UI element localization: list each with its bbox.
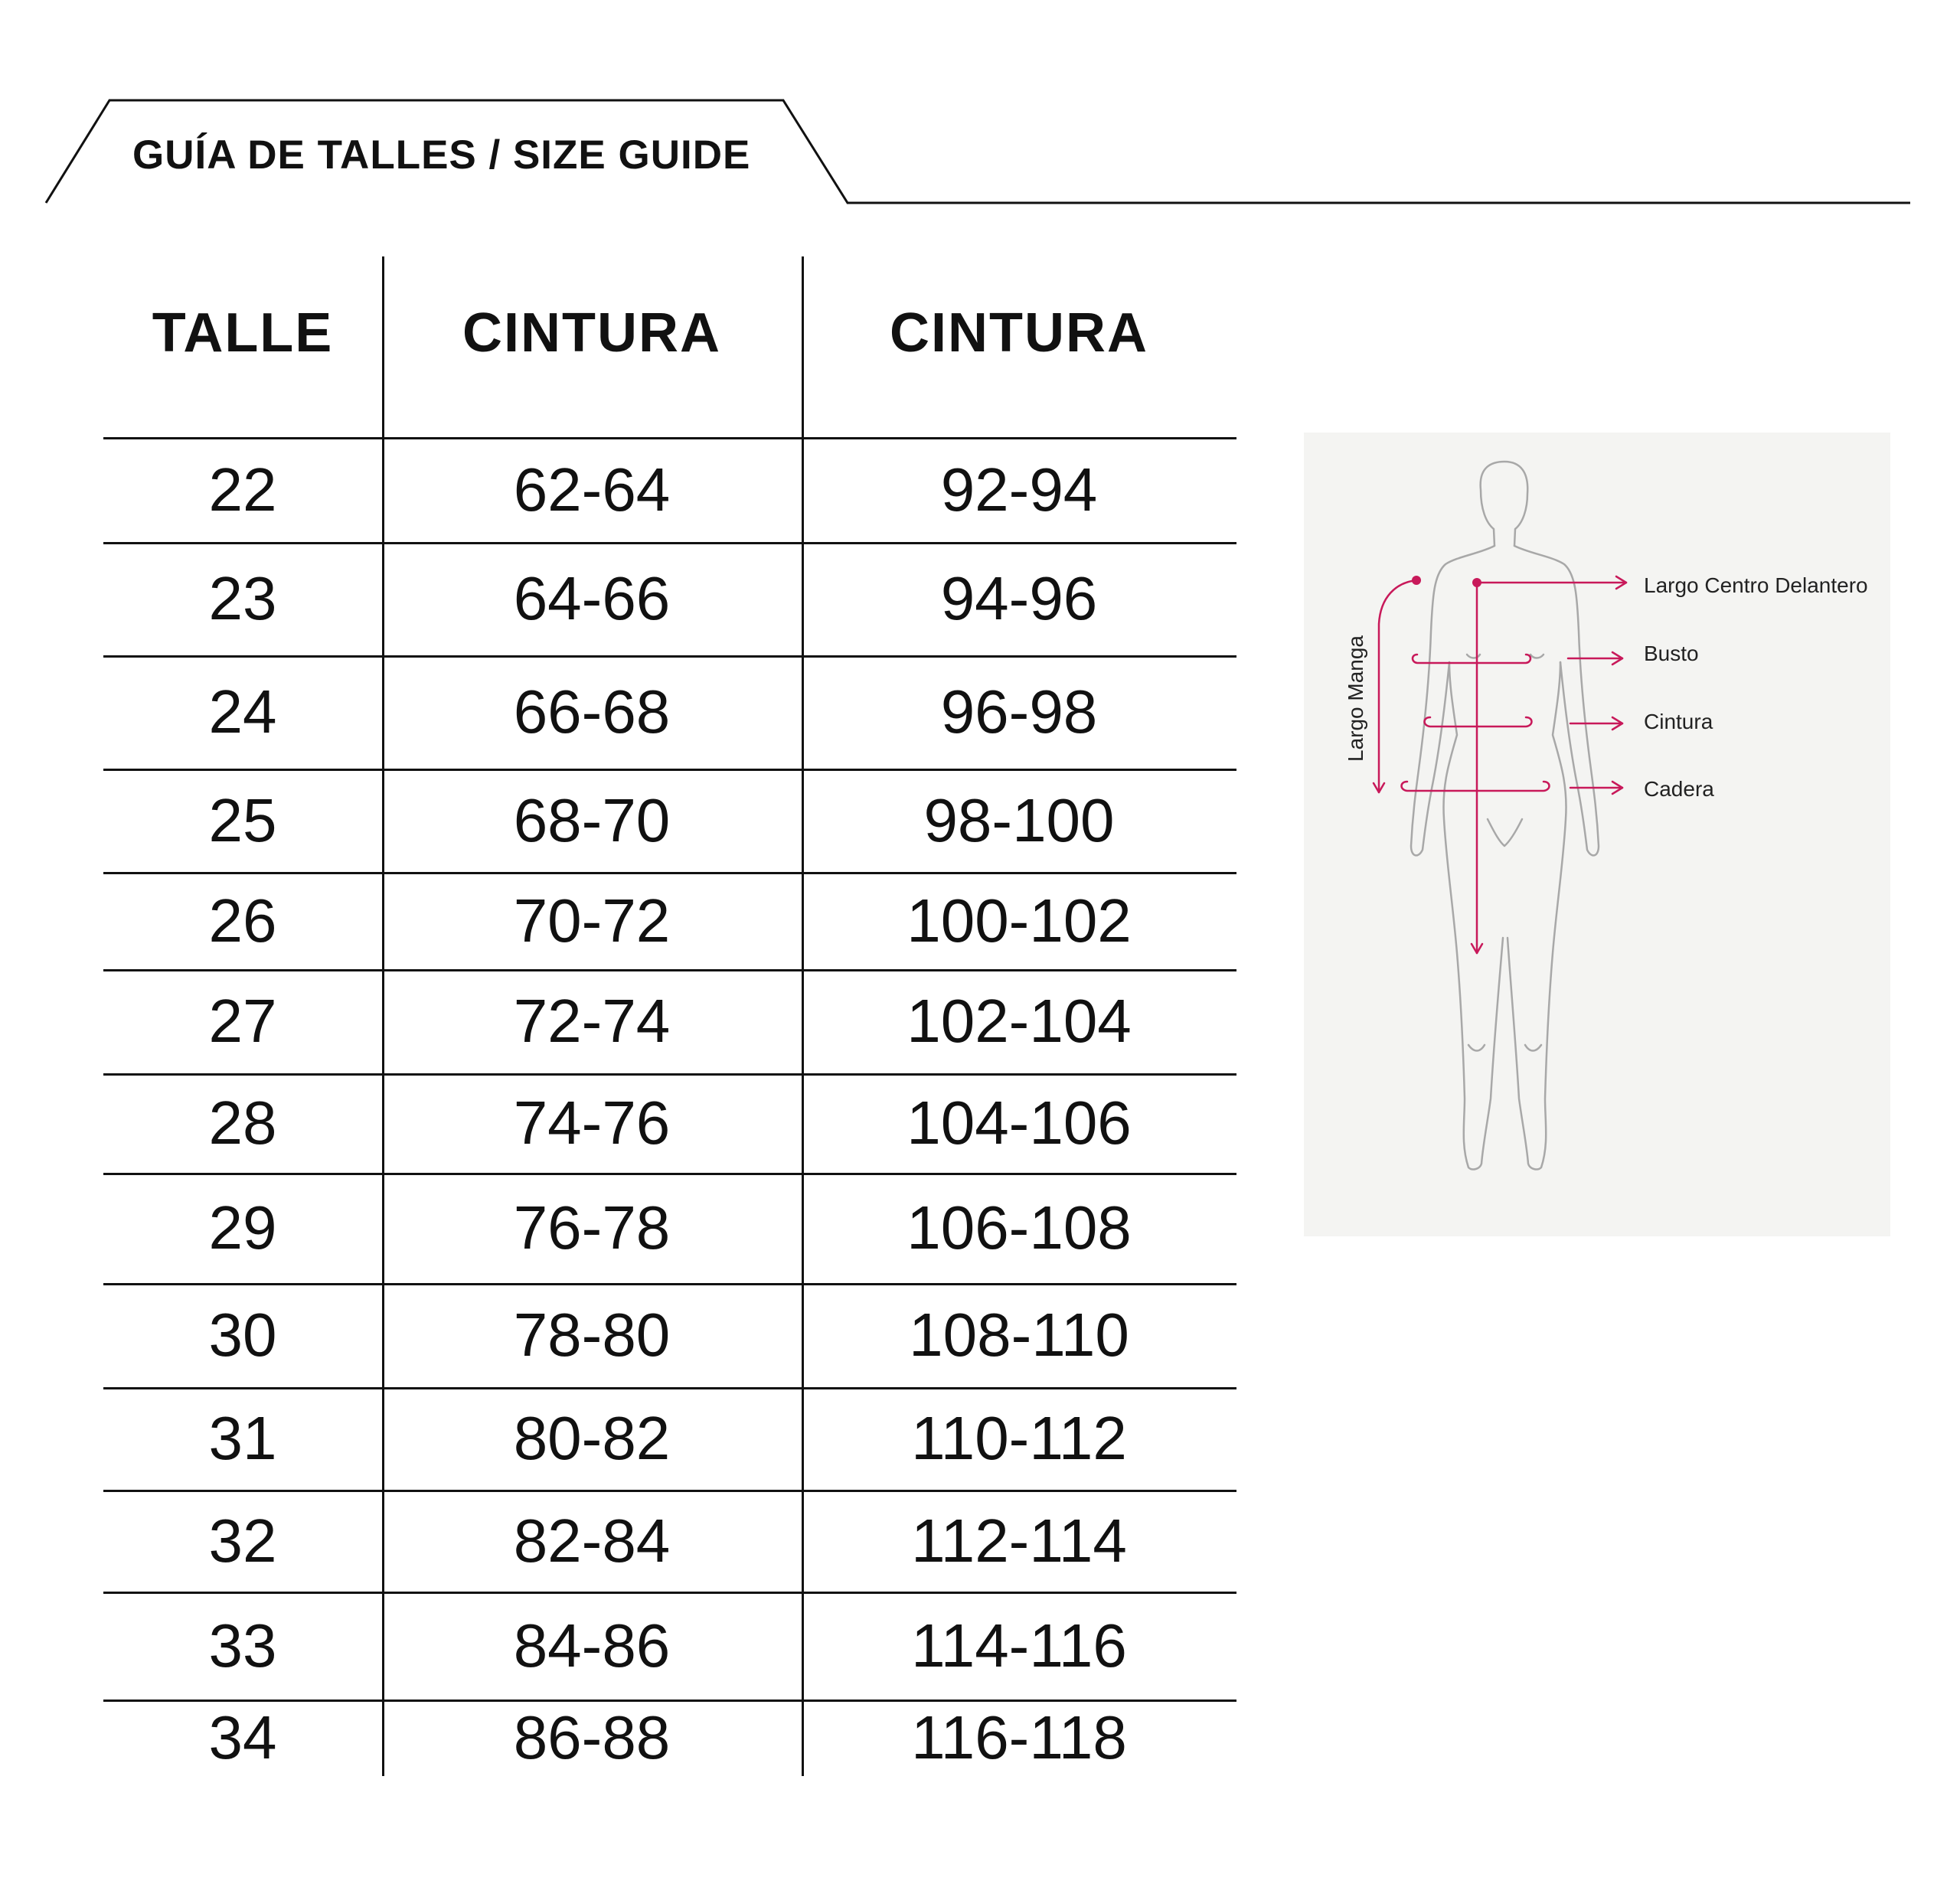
cell-cintura: 80-82 [513, 1404, 671, 1472]
cell-cintura-2: 104-106 [906, 1089, 1132, 1157]
cell-cintura: 76-78 [513, 1193, 671, 1262]
cell-talle: 25 [208, 785, 277, 854]
column-header-cintura-2: CINTURA [890, 302, 1148, 364]
label-cadera: Cadera [1644, 777, 1714, 801]
cell-talle: 23 [208, 564, 277, 632]
body-silhouette [1304, 433, 1890, 1236]
cell-talle: 26 [208, 886, 277, 955]
row-divider [103, 542, 1236, 544]
cell-cintura-2: 116-118 [911, 1703, 1127, 1771]
column-header-cintura: CINTURA [462, 302, 721, 364]
measurement-figure [1304, 433, 1890, 1236]
shoulder-point-marker [1412, 576, 1421, 585]
label-largo-centro-delantero: Largo Centro Delantero [1644, 573, 1868, 597]
row-divider [103, 1173, 1236, 1175]
cell-cintura: 64-66 [513, 564, 671, 632]
cell-cintura: 72-74 [513, 987, 671, 1055]
label-busto: Busto [1644, 642, 1699, 665]
cell-cintura: 70-72 [513, 886, 671, 955]
row-divider [103, 1592, 1236, 1594]
label-largo-manga: Largo Manga [1344, 635, 1367, 762]
cell-talle: 24 [208, 678, 277, 746]
row-divider [103, 655, 1236, 658]
cell-cintura: 68-70 [513, 785, 671, 854]
cell-cintura-2: 108-110 [909, 1301, 1129, 1369]
label-cintura: Cintura [1644, 710, 1713, 733]
cell-cintura: 62-64 [513, 455, 671, 524]
row-divider [103, 872, 1236, 874]
row-divider [103, 1073, 1236, 1076]
row-divider [103, 1283, 1236, 1285]
row-divider [103, 1490, 1236, 1492]
cell-talle: 32 [208, 1506, 277, 1575]
cell-talle: 29 [208, 1193, 277, 1262]
cell-cintura: 74-76 [513, 1089, 671, 1157]
page-title: GUÍA DE TALLES / SIZE GUIDE [132, 132, 751, 178]
row-divider [103, 769, 1236, 771]
cell-cintura: 86-88 [513, 1703, 671, 1771]
cell-cintura-2: 92-94 [940, 455, 1098, 524]
cell-cintura-2: 106-108 [906, 1193, 1132, 1262]
cell-cintura: 78-80 [513, 1301, 671, 1369]
cell-talle: 27 [208, 987, 277, 1055]
cell-talle: 31 [208, 1404, 277, 1472]
cell-cintura: 66-68 [513, 678, 671, 746]
size-table [103, 256, 1236, 1776]
cell-talle: 33 [208, 1611, 277, 1680]
cell-cintura: 84-86 [513, 1611, 671, 1680]
row-divider [103, 1387, 1236, 1389]
cell-cintura-2: 112-114 [911, 1506, 1127, 1575]
cell-cintura-2: 114-116 [911, 1611, 1127, 1680]
cell-cintura-2: 110-112 [911, 1404, 1127, 1472]
column-header-talle: TALLE [152, 302, 334, 364]
cell-talle: 22 [208, 455, 277, 524]
header-tab-outline [0, 0, 1960, 230]
cell-talle: 30 [208, 1301, 277, 1369]
row-divider [103, 969, 1236, 971]
cell-cintura-2: 94-96 [940, 564, 1098, 632]
cell-cintura-2: 100-102 [906, 886, 1132, 955]
cell-cintura-2: 98-100 [923, 785, 1115, 854]
row-divider [103, 437, 1236, 439]
cell-cintura: 82-84 [513, 1506, 671, 1575]
neck-point-marker [1472, 578, 1481, 587]
cell-talle: 34 [208, 1703, 277, 1771]
cell-talle: 28 [208, 1089, 277, 1157]
cell-cintura-2: 96-98 [940, 678, 1098, 746]
cell-cintura-2: 102-104 [906, 987, 1132, 1055]
